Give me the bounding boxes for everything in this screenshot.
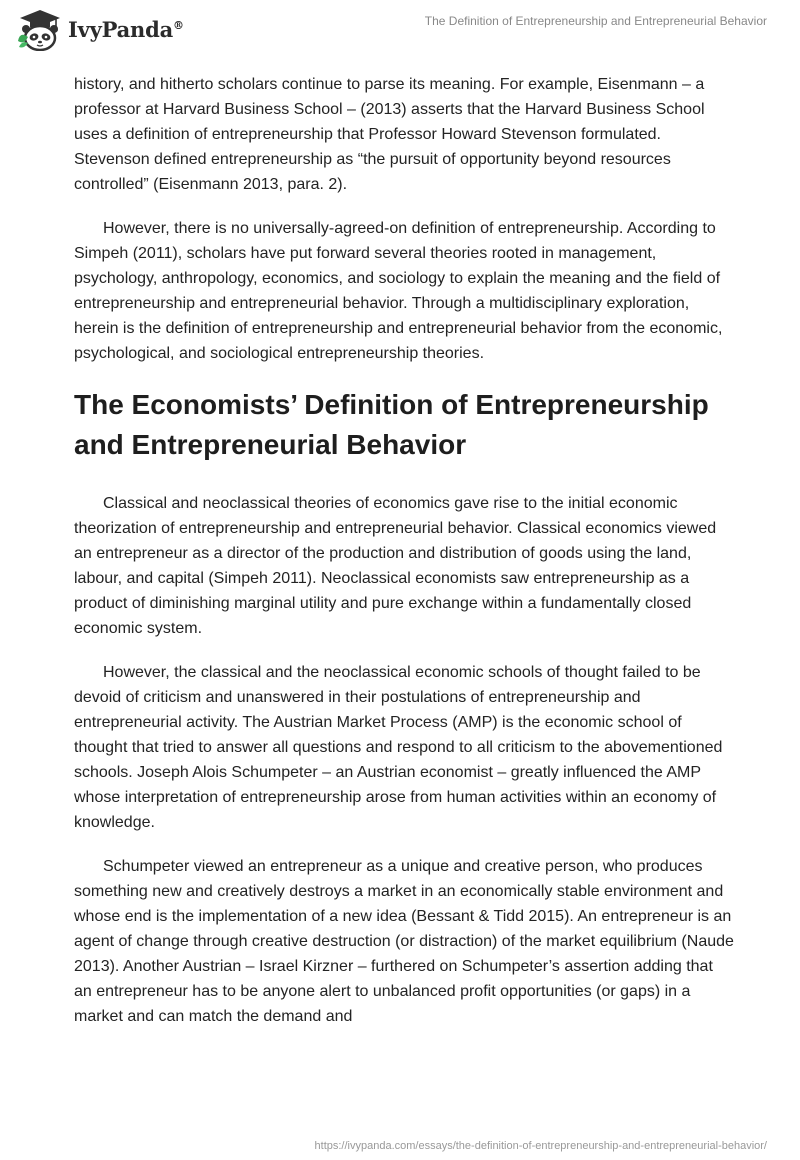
panda-logo-icon (14, 7, 64, 51)
paragraph-1: history, and hitherto scholars continue to parse its meaning. For example, Eisenmann – a professor at Harvard Business School – (2013) asserts that the Harvard Business School uses a definition of entrepreneurship that Professor Howard Stevenson formulated. Stevenson defined entrepreneurship as “the pursuit of opportunity beyond resources controlled” (Eisenmann 2013, para. 2). (74, 76, 705, 193)
section-heading: The Economists’ Definition of Entrepreneurship and Entrepreneurial Behavior (74, 389, 709, 460)
brand-logo[interactable] (14, 7, 184, 51)
page-header (0, 0, 800, 60)
essay-body (74, 72, 734, 1048)
paragraph-4: However, the classical and the neoclassical economic schools of thought failed to be devoid of criticism and unanswered in their postulations of entrepreneurship and entrepreneurial activity. The Austrian Market Process (AMP) is the economic school of thought that tried to answer all questions and respond to all criticism to the abovementioned schools. Joseph Alois Schumpeter – an Austrian economist – greatly influenced the AMP whose interpretation of entrepreneurship arose from human activities within an economy of knowledge. (74, 664, 723, 831)
source-url[interactable]: https://ivypanda.com/essays/the-definition-of-entrepreneurship-and-entrepreneurial-behavior/ (314, 1140, 767, 1152)
paragraph-5: Schumpeter viewed an entrepreneur as a unique and creative person, who produces something new and creatively destroys a market in an economically stable environment and whose end is the implementation of a new idea (Bessant & Tidd 2015). An entrepreneur is an agent of change through creative destruction (or distraction) of the market equilibrium (Naude 2013). Another Austrian – Israel Kirzner – furthered on Schumpeter’s assertion adding that an entrepreneur has to be anyone alert to unbalanced profit opportunities (or gaps) in a market and can match the demand and (74, 858, 734, 1025)
paragraph-3: Classical and neoclassical theories of economics gave rise to the initial economic theorization of entrepreneurship and entrepreneurial behavior. Classical economics viewed an entrepreneur as a director of the production and distribution of goods using the land, labour, and capital (Simpeh 2011). Neoclassical economists saw entrepreneurship as a product of diminishing marginal utility and pure exchange within a fundamentally closed economic system. (74, 495, 717, 637)
paragraph-2: However, there is no universally-agreed-on definition of entrepreneurship. According to Simpeh (2011), scholars have put forward several theories rooted in management, psychology, anthropology, economics, and sociology to explain the meaning and the field of entrepreneurship and entrepreneurial behavior. Through a multidisciplinary exploration, herein is the definition of entrepreneurship and entrepreneurial behavior from the economic, psychological, and sociological entrepreneurship theories. (74, 220, 723, 362)
document-title: The Definition of Entrepreneurship and Entrepreneurial Behavior (424, 14, 767, 28)
brand-name: IvyPanda® (68, 16, 184, 42)
